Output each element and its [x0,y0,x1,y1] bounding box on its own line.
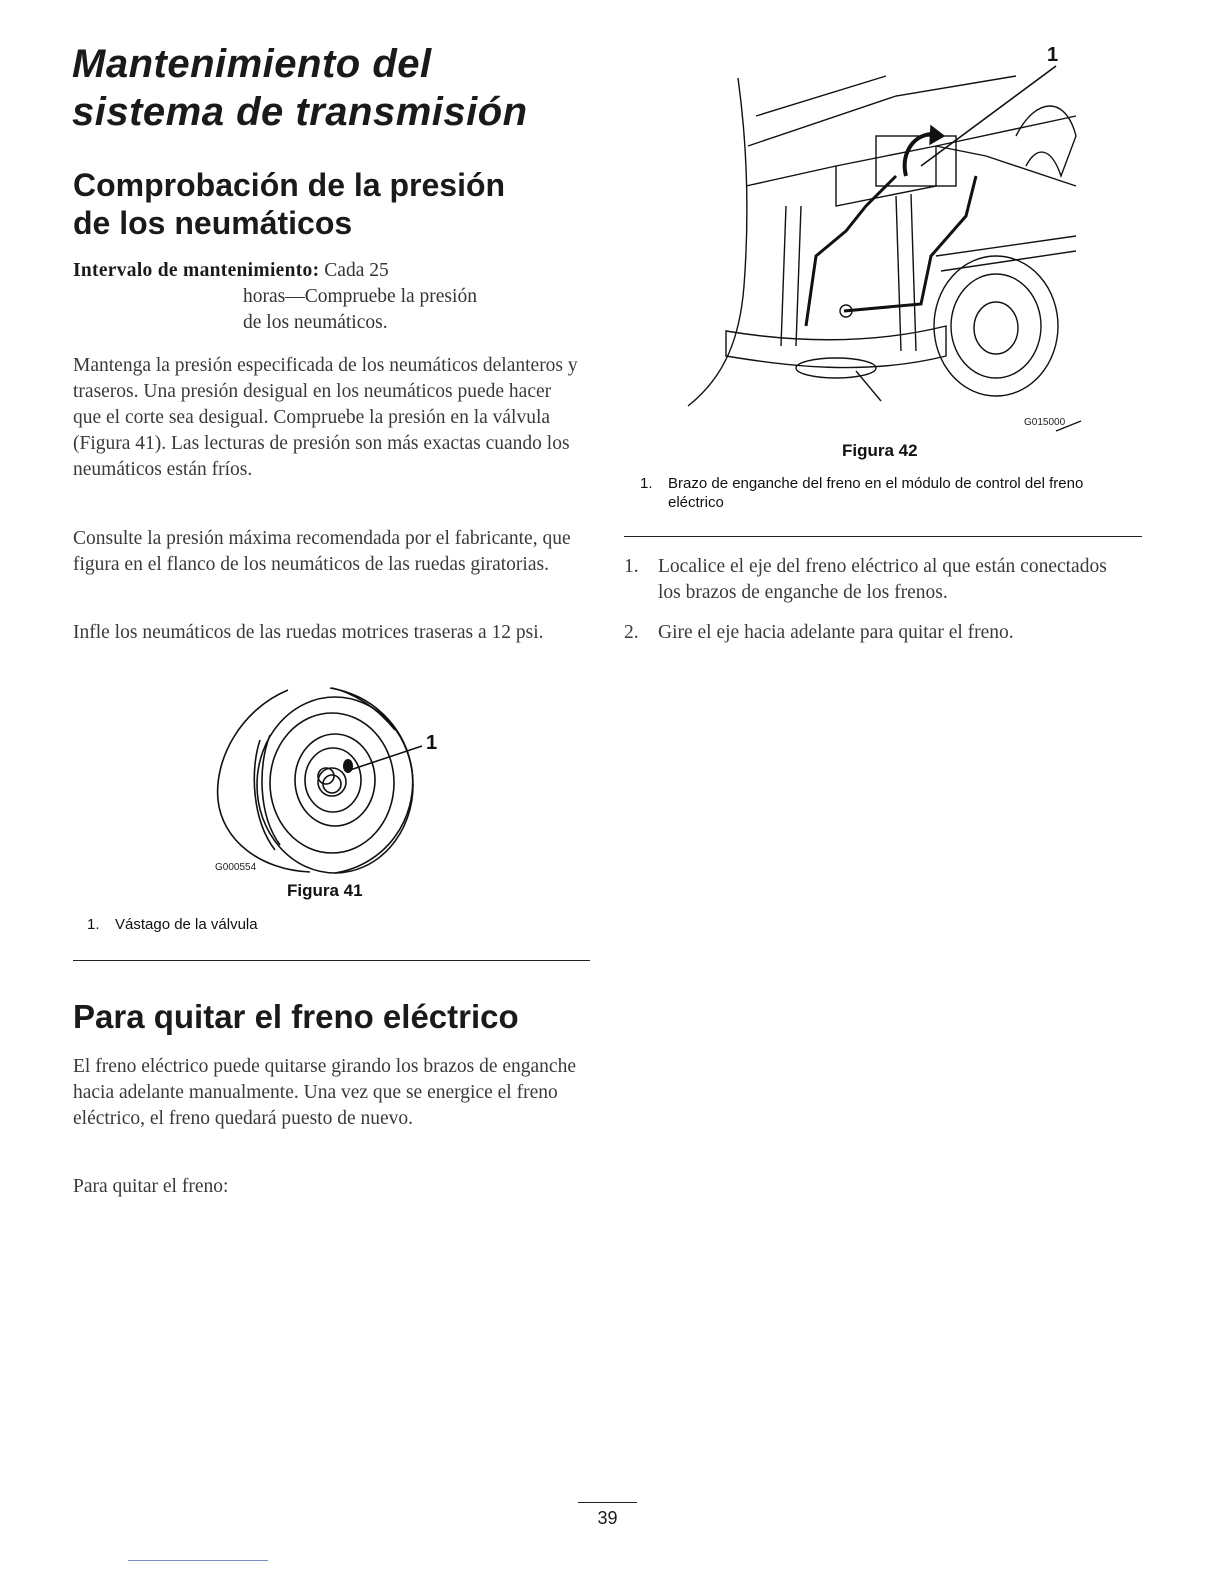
page-title-line1: Mantenimiento del [72,42,432,86]
tire-paragraph-1: Mantenga la presión especificada de los neumáticos delanteros y traseros. Una presión desigual en los neumáticos puede hacer que el corte sea desigual. Compruebe la presión en la válvula (Figura 41). Las lecturas de presión son más exactas cuando los neumáticos están fríos. [73,355,578,480]
tire-paragraph-2: Consulte la presión máxima recomendada por el fabricante, que figura en el flanco de los neumáticos de las ruedas giratorias. [73,528,571,575]
figure-41-legend-text: Vástago de la válvula [115,916,258,933]
step-2 [624,620,1124,646]
step-2-number: 2. [624,622,639,643]
figure-42-legend-num: 1. [640,475,653,492]
page-number-rule [578,1502,637,1503]
page-number: 39 [597,1508,618,1528]
maintenance-interval [73,258,593,336]
footer-rule [128,1560,268,1561]
brake-paragraph-2: Para quitar el freno: [73,1176,229,1197]
brake-rod [844,176,976,311]
figure-41-illustration [200,680,460,880]
figure-41-callout: 1 [426,732,438,754]
maintenance-interval-label: Intervalo de mantenimiento: [73,260,320,281]
tire-outer-rim [330,688,413,873]
figure-42-callout: 1 [1047,44,1059,66]
tire-outer-edge [218,690,310,872]
figure-42-image-id: G015000 [1024,417,1066,428]
frame-left-edge [688,78,747,406]
page-title [72,40,612,136]
tire-paragraph-3: Infle los neumáticos de las ruedas motrices traseras a 12 psi. [73,622,544,643]
figure-42-legend-text: Brazo de enganche del freno en el módulo de control del freno eléctrico [668,475,1084,511]
figure-42-legend [640,474,1140,512]
maintenance-interval-value1: Cada 25 [324,260,389,281]
tire-heading-line2: de los neumáticos [73,205,353,241]
tire-illustration [200,680,460,880]
divider-right [624,536,1142,537]
figure-41-caption: Figura 41 [287,881,363,900]
tire-heading-line1: Comprobación de la presión [73,167,506,203]
maintenance-interval-value2: horas—Compruebe la presión [243,286,477,307]
figure-41-legend-num: 1. [87,916,100,933]
step-1-number: 1. [624,556,639,577]
step-1 [624,554,1124,606]
brake-heading: Para quitar el freno eléctrico [73,998,519,1035]
divider-left [73,960,590,961]
figure-42-caption: Figura 42 [842,441,918,460]
maintenance-interval-value3: de los neumáticos. [243,312,388,333]
base-plate [726,326,946,368]
step-2-text: Gire el eje hacia adelante para quitar el freno. [658,622,1014,643]
figure-41-legend [87,915,587,934]
brake-module-illustration [686,56,1086,436]
wheel-outline [934,256,1058,396]
page-title-line2: sistema de transmisión [72,90,528,134]
rotation-arrow-icon [905,134,931,176]
step-1-text: Localice el eje del freno eléctrico al que están conectados los brazos de enganche de los frenos. [658,556,1107,603]
figure-41-image-id: G000554 [215,862,257,873]
figure-42-illustration [686,56,1086,436]
tire-pressure-heading [73,166,593,242]
brake-paragraph-1: El freno eléctrico puede quitarse girando los brazos de enganche hacia adelante manualmente. Una vez que se energice el freno eléctrico, el freno quedará puesto de nuevo. [73,1056,576,1129]
